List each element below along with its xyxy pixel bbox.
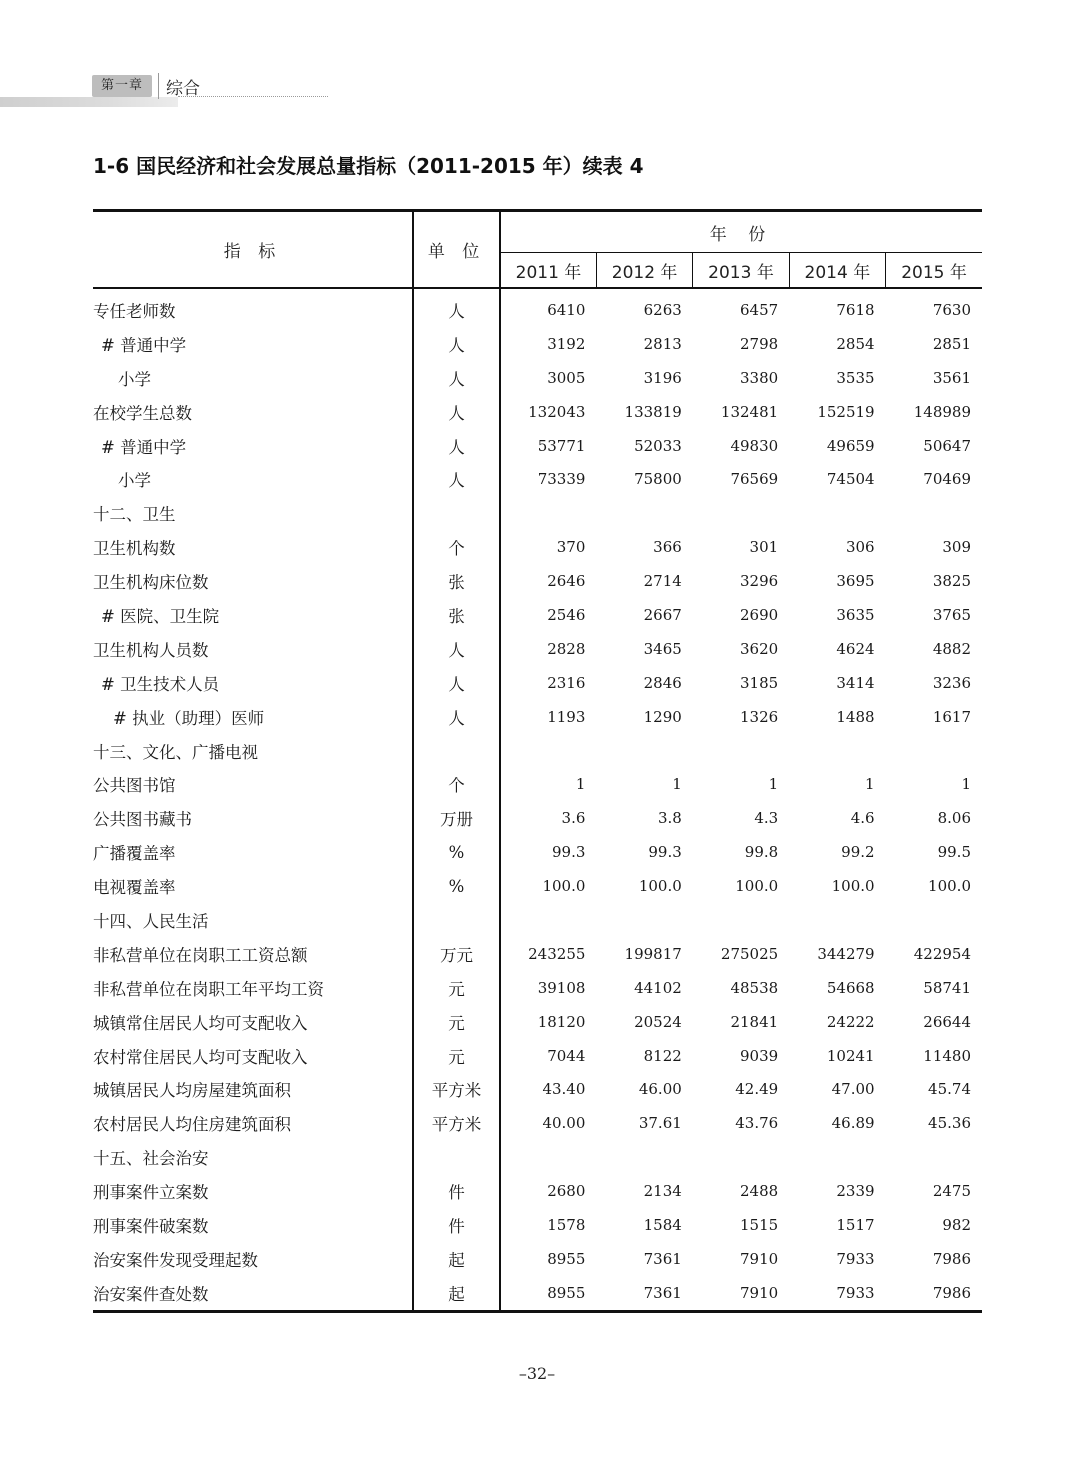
value-cell: 1290 bbox=[643, 707, 682, 726]
unit-cell: 人 bbox=[413, 462, 500, 496]
value-cell: 2828 bbox=[547, 639, 586, 658]
value-cell: 2813 bbox=[643, 334, 682, 353]
table-row bbox=[93, 395, 982, 429]
value-cell: 275025 bbox=[720, 944, 779, 963]
value-cell: 3561 bbox=[932, 368, 971, 387]
table-header bbox=[93, 211, 982, 289]
value-cell: 52033 bbox=[634, 436, 682, 455]
value-cell: 18120 bbox=[537, 1012, 586, 1031]
value-cell: 199817 bbox=[624, 944, 682, 963]
value-cell bbox=[886, 1140, 982, 1174]
indicator-cell: # 普通中学 bbox=[101, 437, 187, 457]
value-cell: 43.76 bbox=[735, 1114, 779, 1133]
value-cell: 2690 bbox=[740, 605, 779, 624]
value-cell: 39108 bbox=[537, 978, 586, 997]
value-cell: 344279 bbox=[817, 944, 875, 963]
unit-cell bbox=[413, 734, 500, 768]
table-row bbox=[93, 835, 982, 869]
indicator-cell: 小学 bbox=[118, 369, 151, 389]
indicator-cell: # 普通中学 bbox=[101, 335, 187, 355]
value-cell bbox=[693, 903, 789, 937]
value-cell: 3192 bbox=[547, 334, 586, 353]
value-cell: 152519 bbox=[817, 402, 875, 421]
value-cell: 7986 bbox=[886, 1276, 982, 1311]
value-cell: 3.8 bbox=[657, 809, 682, 828]
table-row bbox=[93, 971, 982, 1005]
value-cell: 4.3 bbox=[754, 809, 779, 828]
indicator-cell: 城镇居民人均房屋建筑面积 bbox=[93, 1081, 291, 1101]
unit-cell: 人 bbox=[413, 666, 500, 700]
value-cell bbox=[789, 734, 885, 768]
value-cell: 99.3 bbox=[552, 843, 586, 862]
indicator-cell: 农村居民人均住房建筑面积 bbox=[93, 1115, 291, 1135]
value-cell: 70469 bbox=[923, 470, 971, 489]
table-row bbox=[93, 327, 982, 361]
table-row bbox=[93, 903, 982, 937]
value-cell: 2680 bbox=[547, 1182, 586, 1201]
value-cell: 1578 bbox=[547, 1215, 586, 1234]
value-cell: 982 bbox=[942, 1215, 971, 1234]
unit-cell: 张 bbox=[413, 564, 500, 598]
value-cell: 42.49 bbox=[735, 1080, 779, 1099]
unit-cell: 张 bbox=[413, 598, 500, 632]
value-cell: 132481 bbox=[720, 402, 779, 421]
value-cell: 370 bbox=[556, 538, 586, 557]
unit-cell: 起 bbox=[413, 1242, 500, 1276]
value-cell: 49830 bbox=[730, 436, 779, 455]
table-row bbox=[93, 767, 982, 801]
value-cell: 1584 bbox=[643, 1215, 682, 1234]
value-cell: 3620 bbox=[740, 639, 779, 658]
indicator-cell: 卫生机构人员数 bbox=[93, 640, 209, 660]
table-row bbox=[93, 361, 982, 395]
indicator-cell: 非私营单位在岗职工工资总额 bbox=[93, 945, 308, 965]
table-row bbox=[93, 288, 982, 327]
value-cell: 45.74 bbox=[928, 1080, 971, 1099]
value-cell: 9039 bbox=[740, 1046, 779, 1065]
value-cell bbox=[886, 734, 982, 768]
unit-cell: 平方米 bbox=[413, 1072, 500, 1106]
table-row bbox=[93, 1242, 982, 1276]
value-cell: 100.0 bbox=[638, 877, 682, 896]
value-cell: 4882 bbox=[932, 639, 971, 658]
indicator-cell: 电视覆盖率 bbox=[93, 878, 176, 898]
value-cell: 7044 bbox=[547, 1046, 586, 1065]
value-cell: 100.0 bbox=[831, 877, 875, 896]
indicator-cell: 十五、社会治安 bbox=[93, 1149, 209, 1169]
table-row bbox=[93, 1140, 982, 1174]
value-cell: 6457 bbox=[740, 300, 779, 319]
unit-cell bbox=[413, 1140, 500, 1174]
value-cell: 3465 bbox=[643, 639, 682, 658]
value-cell: 3695 bbox=[836, 572, 875, 591]
value-cell bbox=[500, 734, 596, 768]
value-cell bbox=[500, 496, 596, 530]
indicator-cell: 公共图书藏书 bbox=[93, 810, 192, 830]
value-cell: 24222 bbox=[826, 1012, 875, 1031]
unit-cell: 人 bbox=[413, 429, 500, 463]
value-cell bbox=[886, 903, 982, 937]
value-cell: 75800 bbox=[634, 470, 682, 489]
table-body bbox=[93, 288, 982, 1311]
value-cell bbox=[596, 903, 692, 937]
table-row bbox=[93, 666, 982, 700]
value-cell: 1326 bbox=[740, 707, 779, 726]
indicator-cell: 广播覆盖率 bbox=[93, 844, 176, 864]
value-cell: 6263 bbox=[643, 300, 682, 319]
statistics-table-container bbox=[93, 209, 982, 1313]
value-cell: 53771 bbox=[537, 436, 586, 455]
indicator-cell: 十二、卫生 bbox=[93, 505, 176, 525]
unit-cell: 人 bbox=[413, 395, 500, 429]
value-cell: 301 bbox=[749, 538, 779, 557]
unit-cell: 人 bbox=[413, 361, 500, 395]
value-cell: 99.8 bbox=[744, 843, 779, 862]
value-cell: 46.00 bbox=[638, 1080, 682, 1099]
indicator-cell: 治安案件发现受理起数 bbox=[93, 1250, 258, 1270]
indicator-cell: 专任老师数 bbox=[93, 301, 176, 321]
value-cell: 7361 bbox=[596, 1276, 692, 1311]
value-cell: 3196 bbox=[643, 368, 682, 387]
value-cell: 3236 bbox=[932, 673, 971, 692]
value-cell bbox=[886, 496, 982, 530]
table-row bbox=[93, 462, 982, 496]
value-cell: 37.61 bbox=[638, 1114, 682, 1133]
value-cell: 1517 bbox=[836, 1215, 875, 1234]
table-row bbox=[93, 734, 982, 768]
value-cell bbox=[596, 496, 692, 530]
header-bar bbox=[0, 97, 178, 107]
indicator-cell: 农村常住居民人均可支配收入 bbox=[93, 1047, 308, 1067]
value-cell: 6410 bbox=[547, 300, 586, 319]
unit-cell: 件 bbox=[413, 1174, 500, 1208]
value-cell: 3.6 bbox=[561, 809, 586, 828]
value-cell: 3005 bbox=[547, 368, 586, 387]
value-cell: 3380 bbox=[740, 368, 779, 387]
value-cell: 1488 bbox=[836, 707, 875, 726]
value-cell: 8955 bbox=[547, 1249, 586, 1268]
value-cell: 2134 bbox=[643, 1182, 682, 1201]
value-cell: 1515 bbox=[740, 1215, 779, 1234]
value-cell: 45.36 bbox=[928, 1114, 971, 1133]
unit-cell: 件 bbox=[413, 1208, 500, 1242]
unit-cell: 人 bbox=[413, 288, 500, 327]
value-cell: 48538 bbox=[730, 978, 779, 997]
table-row bbox=[93, 1072, 982, 1106]
value-cell bbox=[693, 1140, 789, 1174]
value-cell bbox=[500, 903, 596, 937]
table-row bbox=[93, 496, 982, 530]
value-cell: 306 bbox=[845, 538, 875, 557]
value-cell: 76569 bbox=[730, 470, 779, 489]
unit-cell: 万册 bbox=[413, 801, 500, 835]
unit-cell bbox=[413, 903, 500, 937]
unit-cell: 起 bbox=[413, 1276, 500, 1311]
table-row bbox=[93, 1106, 982, 1140]
value-cell: 1 bbox=[865, 775, 875, 794]
table-row bbox=[93, 1039, 982, 1073]
chapter-badge: 第一章 bbox=[92, 75, 152, 97]
value-cell: 133819 bbox=[624, 402, 682, 421]
value-cell: 1 bbox=[672, 775, 682, 794]
statistics-table bbox=[93, 209, 982, 1313]
indicator-cell: 在校学生总数 bbox=[93, 403, 192, 423]
year-header: 2011 年 bbox=[500, 253, 596, 289]
value-cell: 2475 bbox=[932, 1182, 971, 1201]
table-row bbox=[93, 937, 982, 971]
table-row bbox=[93, 1174, 982, 1208]
value-cell: 7361 bbox=[643, 1249, 682, 1268]
value-cell: 73339 bbox=[537, 470, 586, 489]
value-cell: 2714 bbox=[643, 572, 682, 591]
value-cell: 3765 bbox=[932, 605, 971, 624]
unit-column-header: 单 位 bbox=[413, 211, 500, 289]
value-cell: 10241 bbox=[826, 1046, 875, 1065]
indicator-cell: 刑事案件破案数 bbox=[93, 1216, 209, 1236]
indicator-cell: 公共图书馆 bbox=[93, 776, 176, 796]
value-cell: 49659 bbox=[826, 436, 875, 455]
value-cell: 1 bbox=[961, 775, 971, 794]
value-cell: 54668 bbox=[826, 978, 875, 997]
value-cell: 7933 bbox=[789, 1276, 885, 1311]
year-header: 2012 年 bbox=[596, 253, 692, 289]
value-cell: 3296 bbox=[740, 572, 779, 591]
value-cell: 2488 bbox=[740, 1182, 779, 1201]
value-cell: 100.0 bbox=[735, 877, 779, 896]
table-row bbox=[93, 1276, 982, 1311]
table-row bbox=[93, 632, 982, 666]
value-cell: 2546 bbox=[547, 605, 586, 624]
table-row bbox=[93, 598, 982, 632]
value-cell: 1193 bbox=[547, 707, 586, 726]
table-row bbox=[93, 700, 982, 734]
value-cell: 46.89 bbox=[831, 1114, 875, 1133]
indicator-cell: # 医院、卫生院 bbox=[101, 606, 220, 626]
table-row bbox=[93, 564, 982, 598]
value-cell: 58741 bbox=[923, 978, 971, 997]
value-cell: 50647 bbox=[923, 436, 971, 455]
value-cell: 4624 bbox=[836, 639, 875, 658]
indicator-cell: 城镇常住居民人均可支配收入 bbox=[93, 1013, 308, 1033]
value-cell: 8.06 bbox=[937, 809, 971, 828]
unit-cell: 元 bbox=[413, 1005, 500, 1039]
value-cell: 7910 bbox=[693, 1276, 789, 1311]
value-cell: 132043 bbox=[528, 402, 586, 421]
unit-cell bbox=[413, 496, 500, 530]
table-title: 1-6 国民经济和社会发展总量指标（2011-2015 年）续表 4 bbox=[93, 154, 644, 178]
value-cell: 20524 bbox=[634, 1012, 682, 1031]
indicator-cell: 刑事案件立案数 bbox=[93, 1183, 209, 1203]
value-cell: 7986 bbox=[932, 1249, 971, 1268]
value-cell: 47.00 bbox=[831, 1080, 875, 1099]
value-cell: 2667 bbox=[643, 605, 682, 624]
unit-cell: 人 bbox=[413, 700, 500, 734]
value-cell: 3635 bbox=[836, 605, 875, 624]
value-cell: 21841 bbox=[730, 1012, 779, 1031]
value-cell: 2846 bbox=[643, 673, 682, 692]
value-cell: 99.3 bbox=[648, 843, 682, 862]
value-cell: 99.2 bbox=[841, 843, 875, 862]
value-cell: 43.40 bbox=[542, 1080, 586, 1099]
page-number: –32– bbox=[518, 1364, 556, 1383]
value-cell: 8122 bbox=[643, 1046, 682, 1065]
unit-cell: 平方米 bbox=[413, 1106, 500, 1140]
indicator-cell: 治安案件查处数 bbox=[93, 1276, 413, 1311]
indicator-cell: 十四、人民生活 bbox=[93, 911, 209, 931]
value-cell: 2339 bbox=[836, 1182, 875, 1201]
indicator-cell: 十三、文化、广播电视 bbox=[93, 742, 258, 762]
value-cell bbox=[789, 1140, 885, 1174]
indicator-cell: # 卫生技术人员 bbox=[101, 674, 220, 694]
indicator-column-header: 指 标 bbox=[93, 211, 413, 289]
year-header: 2014 年 bbox=[789, 253, 885, 289]
value-cell: 74504 bbox=[826, 470, 875, 489]
value-cell: 243255 bbox=[528, 944, 586, 963]
value-cell: 1 bbox=[768, 775, 779, 794]
value-cell: 2851 bbox=[932, 334, 971, 353]
value-cell: 2798 bbox=[740, 334, 779, 353]
value-cell: 3185 bbox=[740, 673, 779, 692]
value-cell: 1 bbox=[575, 775, 586, 794]
value-cell: 3535 bbox=[836, 368, 875, 387]
value-cell: 2316 bbox=[547, 673, 586, 692]
unit-cell: % bbox=[413, 869, 500, 903]
value-cell: 7910 bbox=[740, 1249, 779, 1268]
section-title: 综合 bbox=[166, 79, 200, 99]
unit-cell: 元 bbox=[413, 1039, 500, 1073]
table-row bbox=[93, 1208, 982, 1242]
unit-cell: 万元 bbox=[413, 937, 500, 971]
value-cell bbox=[789, 496, 885, 530]
indicator-cell: 卫生机构床位数 bbox=[93, 573, 209, 593]
value-cell: 100.0 bbox=[928, 877, 971, 896]
value-cell: 26644 bbox=[923, 1012, 971, 1031]
value-cell: 4.6 bbox=[850, 809, 875, 828]
header-dotted-rule bbox=[178, 96, 328, 97]
value-cell: 2646 bbox=[547, 572, 586, 591]
indicator-cell: 小学 bbox=[118, 471, 151, 491]
unit-cell: 人 bbox=[413, 327, 500, 361]
table-row bbox=[93, 801, 982, 835]
value-cell bbox=[789, 903, 885, 937]
indicator-cell: # 执业（助理）医师 bbox=[113, 708, 265, 728]
value-cell: 40.00 bbox=[542, 1114, 586, 1133]
unit-cell: 个 bbox=[413, 767, 500, 801]
value-cell bbox=[693, 496, 789, 530]
value-cell: 7933 bbox=[836, 1249, 875, 1268]
value-cell: 11480 bbox=[923, 1046, 971, 1065]
value-cell: 8955 bbox=[500, 1276, 596, 1311]
value-cell: 148989 bbox=[913, 402, 971, 421]
value-cell: 1617 bbox=[932, 707, 971, 726]
unit-cell: % bbox=[413, 835, 500, 869]
unit-cell: 个 bbox=[413, 530, 500, 564]
year-header: 2015 年 bbox=[886, 253, 982, 289]
value-cell: 309 bbox=[942, 538, 971, 557]
value-cell: 44102 bbox=[634, 978, 682, 997]
value-cell: 3414 bbox=[836, 673, 875, 692]
value-cell: 99.5 bbox=[937, 843, 971, 862]
value-cell: 100.0 bbox=[542, 877, 586, 896]
table-row bbox=[93, 1005, 982, 1039]
year-header: 2013 年 bbox=[693, 253, 789, 289]
value-cell bbox=[500, 1140, 596, 1174]
unit-cell: 人 bbox=[413, 632, 500, 666]
indicator-cell: 非私营单位在岗职工年平均工资 bbox=[93, 979, 324, 999]
unit-cell: 元 bbox=[413, 971, 500, 1005]
table-row bbox=[93, 530, 982, 564]
value-cell: 7618 bbox=[836, 300, 875, 319]
year-group-header: 年 份 bbox=[500, 211, 982, 253]
indicator-cell: 卫生机构数 bbox=[93, 539, 176, 559]
value-cell: 7630 bbox=[932, 300, 971, 319]
value-cell bbox=[596, 734, 692, 768]
header-separator bbox=[158, 73, 159, 99]
value-cell: 422954 bbox=[913, 944, 971, 963]
value-cell: 366 bbox=[653, 538, 682, 557]
value-cell: 3825 bbox=[932, 572, 971, 591]
value-cell bbox=[693, 734, 789, 768]
value-cell bbox=[596, 1140, 692, 1174]
table-row bbox=[93, 869, 982, 903]
value-cell: 2854 bbox=[836, 334, 875, 353]
table-row bbox=[93, 429, 982, 463]
